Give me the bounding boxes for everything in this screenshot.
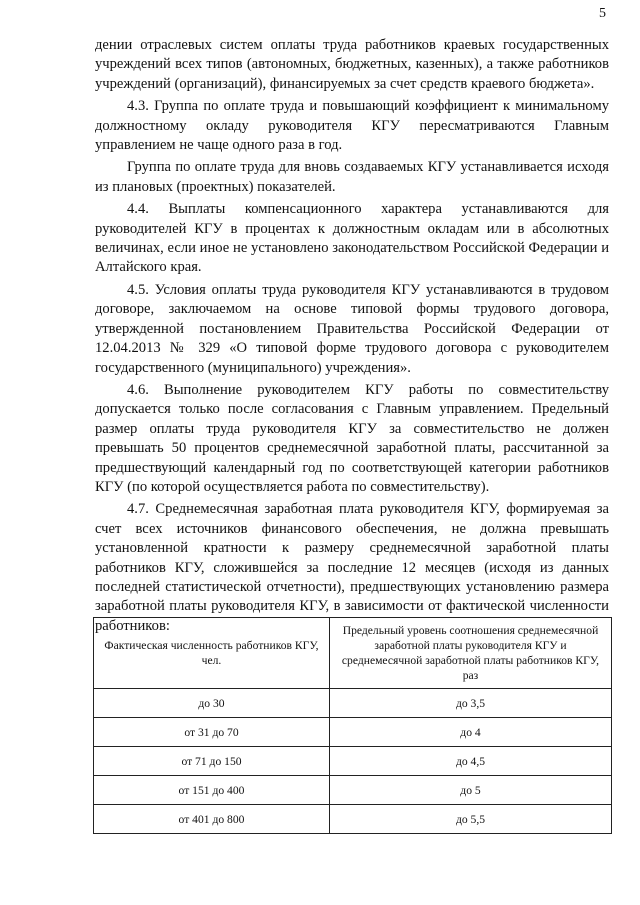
table-row bbox=[94, 747, 612, 776]
table-header-row bbox=[94, 618, 612, 689]
paragraph-new-kgu-group: Группа по оплате труда для вновь создаваемых КГУ устанавливается исходя из плановых (проектных) показателей. bbox=[95, 159, 609, 195]
table-row bbox=[94, 689, 612, 718]
salary-ratio-cell: до 3,5 bbox=[330, 689, 612, 718]
paragraph-4-3: 4.3. Группа по оплате труда и повышающий коэффициент к минимальному должностному окладу руководителя КГУ пересматриваются Главным управлением не чаще одного раза в год. bbox=[95, 98, 609, 154]
salary-ratio-table bbox=[93, 617, 612, 834]
table-row bbox=[94, 776, 612, 805]
employee-count-cell: от 401 до 800 bbox=[94, 805, 330, 834]
paragraph-4-5: 4.5. Условия оплаты труда руководителя КГУ устанавливаются в трудовом договоре, заключаемом на основе типовой формы трудового договора, утвержденной постановлением Правительства Российской Федерации от 12.04.2013 № 329 «О типовой форме трудового договора с руководителем государственного (муниципального) учреждения». bbox=[95, 281, 609, 376]
employee-count-cell: от 71 до 150 bbox=[94, 747, 330, 776]
employee-count-cell: от 151 до 400 bbox=[94, 776, 330, 805]
table-row bbox=[94, 805, 612, 834]
table-row bbox=[94, 718, 612, 747]
page-number: 5 bbox=[599, 6, 606, 21]
paragraph-4-6: 4.6. Выполнение руководителем КГУ работы по совместительству допускается только после согласования с Главным управлением. Предельный размер оплаты труда руководителя КГУ за совместительство не должен превышать 50 процентов среднемесячной заработной платы, рассчитанной за предшествующий календарный год по соответствующей категории работников КГУ (по которой осуществляется работа по совместительству). bbox=[95, 381, 609, 495]
paragraph-4-4: 4.4. Выплаты компенсационного характера устанавливаются для руководителей КГУ в процентах к должностным окладам или в абсолютных величинах, если иное не установлено законодательством Российской Федерации и Алтайского края. bbox=[95, 201, 609, 276]
salary-ratio-cell: до 4 bbox=[330, 718, 612, 747]
paragraph-continuation: дении отраслевых систем оплаты труда работников краевых государственных учреждений всех типов (автономных, бюджетных, казенных), а также работников учреждений (организаций), финансируемых за счет средств краевого бюджета». bbox=[95, 37, 609, 92]
body-text bbox=[95, 36, 609, 639]
employee-count-cell: до 30 bbox=[94, 689, 330, 718]
header-salary-ratio: Предельный уровень соотношения среднемесячной заработной платы руководителя КГУ и среднемесячной заработной платы работников КГУ, раз bbox=[330, 618, 612, 689]
salary-ratio-cell: до 4,5 bbox=[330, 747, 612, 776]
salary-ratio-cell: до 5 bbox=[330, 776, 612, 805]
paragraph-4-7: 4.7. Среднемесячная заработная плата руководителя КГУ, формируемая за счет всех источников финансового обеспечения, не должна превышать установленной кратности к размеру среднемесячной заработной платы работников КГУ, сложившейся за последние 12 месяцев (исходя из данных последней статистической отчетности), предшествующих установлению размера заработной платы руководителя КГУ, в зависимости от фактической численности работников: bbox=[95, 501, 609, 634]
salary-ratio-cell: до 5,5 bbox=[330, 805, 612, 834]
header-employee-count: Фактическая численность работников КГУ, чел. bbox=[94, 618, 330, 689]
employee-count-cell: от 31 до 70 bbox=[94, 718, 330, 747]
